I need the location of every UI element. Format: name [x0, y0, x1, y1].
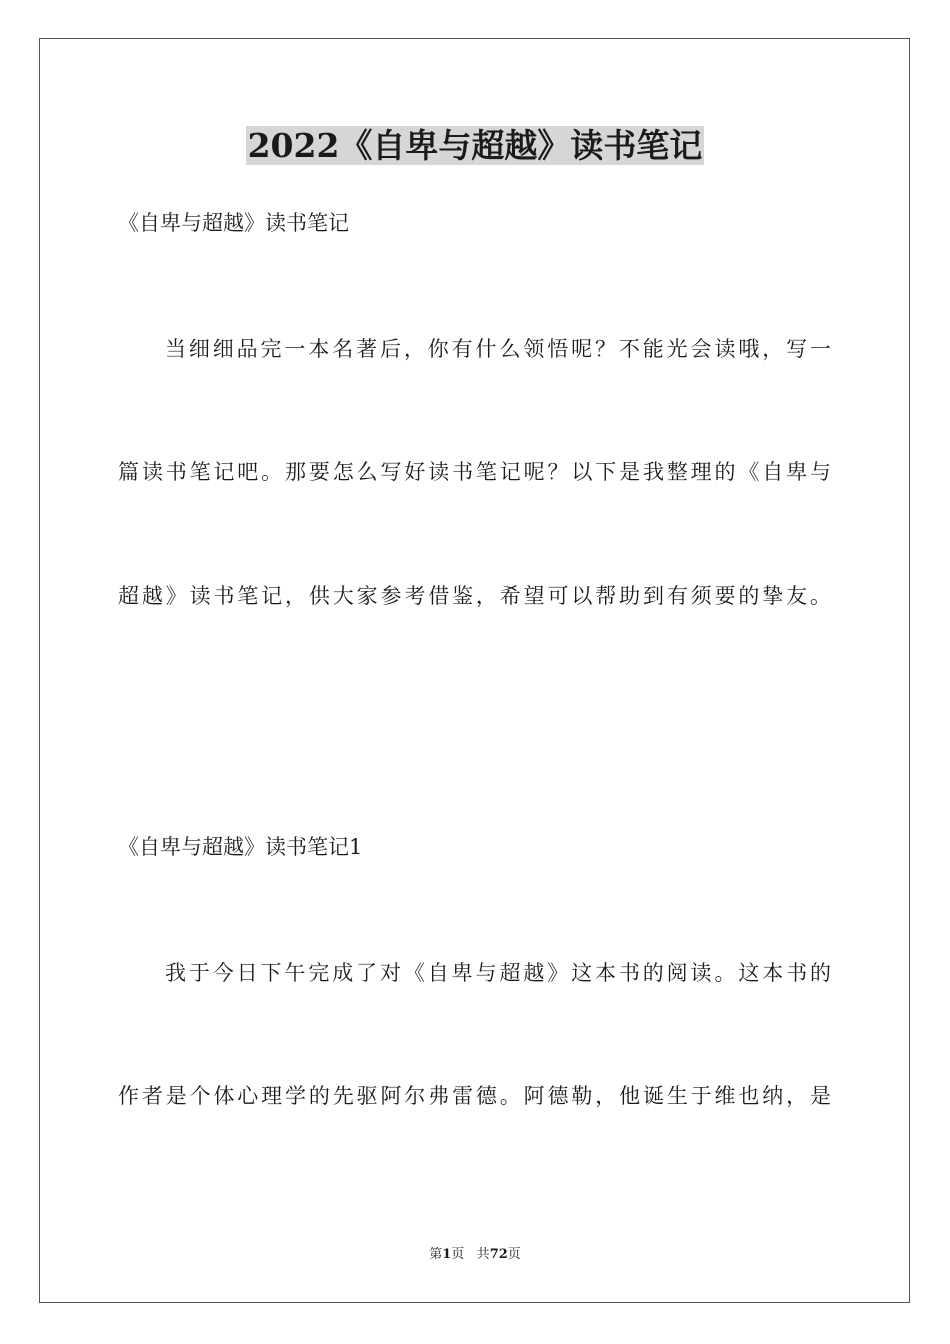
document-title-text: 2022《自卑与超越》读书笔记 [247, 126, 703, 165]
document-title [0, 122, 950, 170]
intro-line-2: 篇读书笔记吧。那要怎么写好读书笔记呢？以下是我整理的《自卑与 [118, 460, 831, 484]
footer-page-prefix: 第 [429, 1247, 443, 1262]
section-1-line-2: 作者是个体心理学的先驱阿尔弗雷德。阿德勒，他诞生于维也纳，是 [118, 1084, 831, 1108]
footer-total-pages: 72 [489, 1247, 508, 1262]
footer-total-suffix: 页 [507, 1247, 521, 1262]
footer-page-number: 1 [442, 1247, 452, 1262]
footer-page-suffix: 页 [451, 1247, 465, 1262]
intro-line-3: 超越》读书笔记，供大家参考借鉴，希望可以帮助到有须要的挚友。 [118, 584, 831, 608]
page-footer [0, 1246, 950, 1264]
section-1-heading: 《自卑与超越》读书笔记1 [118, 835, 363, 859]
section-1-line-1: 我于今日下午完成了对《自卑与超越》这本书的阅读。这本书的 [165, 961, 831, 985]
intro-line-1: 当细细品完一本名著后，你有什么领悟呢？不能光会读哦，写一 [165, 337, 831, 361]
footer-total-prefix: 共 [476, 1247, 490, 1262]
document-subtitle: 《自卑与超越》读书笔记 [118, 211, 349, 235]
